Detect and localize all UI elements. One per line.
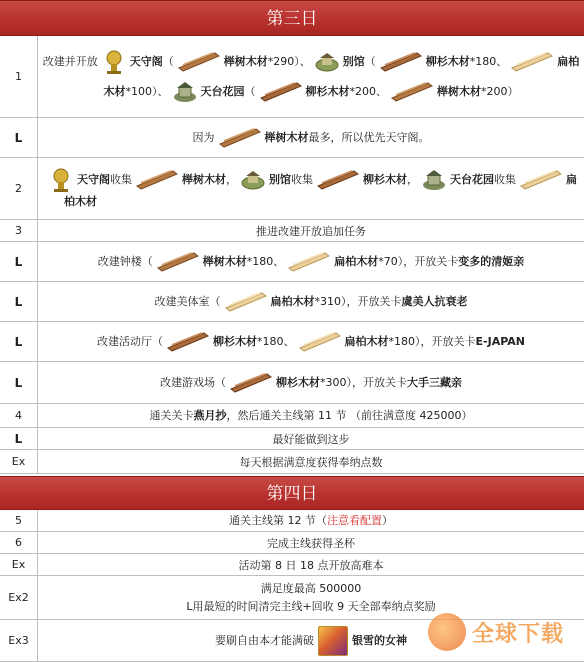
step-content xyxy=(38,158,584,219)
table-row xyxy=(0,362,584,404)
text: ， xyxy=(407,172,418,186)
step-number: 2 xyxy=(0,158,38,219)
material-name: 扁柏 xyxy=(557,54,580,68)
keyaki-wood-icon xyxy=(390,84,434,100)
text: 收集 xyxy=(494,172,516,186)
text: 改建活动厅（ xyxy=(97,334,164,348)
watermark xyxy=(428,610,578,654)
sugi-wood-icon xyxy=(316,172,360,188)
step-content xyxy=(38,220,584,241)
text: *300），开放关卡 xyxy=(320,375,407,389)
warning-note: 注意看配置 xyxy=(327,513,382,527)
step-number: Ex xyxy=(0,554,38,575)
step-content xyxy=(38,450,584,473)
text: 推进改建开放追加任务 xyxy=(256,224,366,238)
text: 改建游戏场（ xyxy=(160,375,226,389)
hinoki-wood-icon xyxy=(510,54,554,70)
step-content xyxy=(38,510,584,531)
material-name: 榉树木材 xyxy=(202,254,247,268)
text: 每天根据满意度获得奉纳点数 xyxy=(239,455,383,469)
keyaki-wood-icon xyxy=(156,254,200,270)
text: *100）、 xyxy=(125,84,169,98)
text: 最多，所以优先天守阁。 xyxy=(308,130,430,144)
text: *180），开放关卡 xyxy=(388,334,476,348)
step-number: Ex3 xyxy=(0,620,38,661)
text: ） xyxy=(382,513,393,527)
table-row xyxy=(0,532,584,554)
building-name: 天台花园 xyxy=(450,172,494,186)
material-name: 柳杉木材 xyxy=(305,84,350,98)
step-number: Ex xyxy=(0,450,38,473)
step-number: L xyxy=(0,362,38,403)
material-name: 扁柏木材 xyxy=(344,334,389,348)
step-content xyxy=(38,242,584,281)
text: 完成主线获得圣杯 xyxy=(267,536,355,550)
text: L用最短的时间清完主线+回收 9 天全部奉纳点奖励 xyxy=(186,599,436,613)
table-row xyxy=(0,118,584,158)
table-row xyxy=(0,428,584,450)
watermark-logo-icon xyxy=(428,613,466,651)
material-name: 扁柏木材 xyxy=(334,254,379,268)
sugi-wood-icon xyxy=(379,54,423,70)
material-name: 榉树木材 xyxy=(182,172,226,186)
step-content xyxy=(38,282,584,321)
step-content xyxy=(38,532,584,553)
material-name: 柳杉木材 xyxy=(425,54,470,68)
text: 改建并开放 xyxy=(42,54,98,68)
step-content xyxy=(38,554,584,575)
step-content xyxy=(38,36,584,117)
day3-title: 第三日 xyxy=(266,9,318,29)
table-row xyxy=(0,220,584,242)
step-content xyxy=(38,118,584,157)
table-row xyxy=(0,242,584,282)
day4-title: 第四日 xyxy=(266,484,318,504)
stage-name: 变多的清姬亲 xyxy=(458,254,525,268)
hinoki-wood-icon xyxy=(224,294,268,310)
keyaki-wood-icon xyxy=(135,172,179,188)
text: 活动第 8 日 18 点开放高难本 xyxy=(238,558,384,572)
text: 改建钟楼（ xyxy=(97,254,153,268)
building-name: 天守阁 xyxy=(129,54,163,68)
material-name: 榉树木材 xyxy=(264,130,309,144)
table-row xyxy=(0,450,584,474)
step-content xyxy=(38,404,584,427)
tenshu-icon xyxy=(101,49,127,75)
table-row xyxy=(0,158,584,220)
step-content xyxy=(38,362,584,403)
text: 最好能做到这步 xyxy=(272,432,350,446)
table-row xyxy=(0,282,584,322)
text: 通关主线第 12 节（ xyxy=(229,513,327,527)
text: ， xyxy=(226,172,237,186)
material-name: 柳杉木材 xyxy=(213,334,258,348)
text: 要刷自由本才能满破 xyxy=(215,633,314,647)
text: （ xyxy=(162,54,174,68)
hinoki-wood-icon xyxy=(298,334,342,350)
day4-header xyxy=(0,476,584,510)
text: 改建美体室（ xyxy=(154,294,221,308)
stage-name: 虞美人抗衰老 xyxy=(401,294,468,308)
stage-name: E-JAPAN xyxy=(475,334,525,348)
text: *200） xyxy=(481,84,519,98)
text: 收集 xyxy=(291,172,313,186)
craft-essence-card-icon xyxy=(318,626,348,656)
step-number: 1 xyxy=(0,36,38,117)
text: 收集 xyxy=(110,172,132,186)
tenshu-icon xyxy=(48,167,74,193)
text: 因为 xyxy=(192,130,215,144)
text: *180、 xyxy=(246,254,285,268)
step-number: L xyxy=(0,282,38,321)
sugi-wood-icon xyxy=(259,84,303,100)
teien-icon xyxy=(172,79,198,105)
text: *180、 xyxy=(257,334,295,348)
text: （ xyxy=(244,84,256,98)
text: *200、 xyxy=(349,84,387,98)
step-number: L xyxy=(0,242,38,281)
material-name: 榉树木材 xyxy=(223,54,268,68)
material-name: 扁柏木材 xyxy=(270,294,315,308)
table-row xyxy=(0,510,584,532)
stage-name: 大手三藏亲 xyxy=(407,375,462,389)
material-name: 柏木材 xyxy=(64,194,97,208)
step-number: 6 xyxy=(0,532,38,553)
step-number: L xyxy=(0,118,38,157)
watermark-text: 全球下载 xyxy=(472,621,565,647)
card-name: 银雪的女神 xyxy=(352,633,407,647)
text: *310），开放关卡 xyxy=(314,294,402,308)
bekkan-icon xyxy=(240,167,266,193)
material-name: 柳杉木材 xyxy=(276,375,320,389)
text: *70），开放关卡 xyxy=(378,254,459,268)
text: *180、 xyxy=(469,54,508,68)
hinoki-wood-icon xyxy=(519,172,563,188)
table-row xyxy=(0,404,584,428)
step-number: L xyxy=(0,428,38,449)
step-number: 4 xyxy=(0,404,38,427)
material-name: 柳杉木材 xyxy=(363,172,407,186)
table-row xyxy=(0,322,584,362)
step-number: 5 xyxy=(0,510,38,531)
text: 满足度最高 500000 xyxy=(260,581,362,595)
sugi-wood-icon xyxy=(229,375,273,391)
day3-header xyxy=(0,0,584,36)
bekkan-icon xyxy=(314,49,340,75)
building-name: 天守阁 xyxy=(77,172,110,186)
text: （ xyxy=(364,54,376,68)
text: 通关关卡 xyxy=(149,408,194,422)
building-name: 天台花园 xyxy=(200,84,245,98)
stage-name: 燕月抄 xyxy=(193,408,227,422)
text: ，然后通关主线第 11 节 （前往满意度 425000） xyxy=(226,408,473,422)
step-number: L xyxy=(0,322,38,361)
building-name: 别馆 xyxy=(342,54,365,68)
keyaki-wood-icon xyxy=(218,130,262,146)
table-row xyxy=(0,36,584,118)
material-name: 扁 xyxy=(566,172,577,186)
material-name: 木材 xyxy=(103,84,126,98)
text: *290）、 xyxy=(267,54,311,68)
teien-icon xyxy=(421,167,447,193)
step-number: Ex2 xyxy=(0,576,38,619)
building-name: 别馆 xyxy=(269,172,291,186)
hinoki-wood-icon xyxy=(287,254,331,270)
step-number: 3 xyxy=(0,220,38,241)
table-row xyxy=(0,554,584,576)
material-name: 榉树木材 xyxy=(437,84,481,98)
step-content xyxy=(38,322,584,361)
step-content xyxy=(38,428,584,449)
sugi-wood-icon xyxy=(166,334,210,350)
keyaki-wood-icon xyxy=(177,54,221,70)
